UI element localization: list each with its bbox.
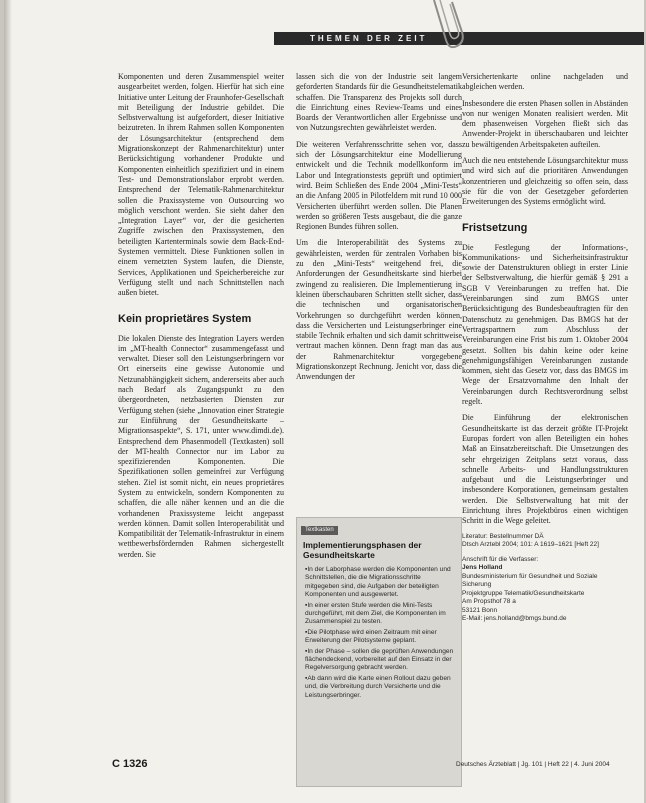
body-paragraph: Um die Interoperabilität des Systems zu gewährleisten, werden für zentralen Vorhaben bis zu den „Mini-Tests“ weitgehend frei, die Anforderungen der Gesundheitskarte sind hierbei zwingend zu realisieren. Die Implementierung in kleinen überschaubaren Schritten stellt sicher, dass die technischen und organisatorischen Vorkehrungen so durchgeführt werden können, dass die Versicherten und Leistungserbringer eine stabile Technik erhalten und sich damit schrittweise vertraut machen können. Denn fragt man das aus der Rahmenarchitektur vorgegebene Migrationskonzept Rechnung. Jenicht vor, dass die Anwendungen der	[296, 238, 462, 382]
body-paragraph: Die Festlegung der Informations-, Kommunikations- und Sicherheitsinfrastruktur sowie der Datenstrukturen obliegt in erster Linie der Selbstverwaltung, die hierfür gemäß § 291 a SGB V Vereinbarungen zu treffen hat. Die Vereinbarungen sind zum BMGS unter Berücksichtigung des Bundesbeauftragten für den Datenschutz zu genehmigen. Das BMGS hat der Vertragspartnern zum Abschluss der Vereinbarungen eine Frist bis zum 1. Oktober 2004 gesetzt. Sollten bis dahin keine oder keine genehmigungsfähigen Vereinbarungen zustande kommen, sieht das Gesetz vor, dass das BMGS im Wege der Ersatzvornahme den Inhalt der Vereinbarungen durch Rechtsverordnung selbst regelt.	[462, 242, 628, 407]
text-column-2	[296, 72, 462, 389]
address-label: Anschrift für die Verfasser:	[462, 555, 539, 563]
literature-citation: Dtsch Arztebl 2004; 101: A 1619–1621 [Heft 22]	[462, 541, 599, 549]
page-number: C 1326	[112, 758, 148, 770]
textbox-list	[297, 566, 461, 700]
list-item: ▪ Ab dann wird die Karte einen Rollout dazu geben und, die Verbreitung durch Versicherte und die Leistungserbringer.	[305, 675, 455, 700]
section-heading: Kein proprietäres System	[118, 312, 252, 325]
body-paragraph: Auch die neu entstehende Lösungsarchitektur muss und wird sich auf die prioritären Anwendungen konzentrieren und gleichzeitig so offen sein, dass sie für die von der Gesetzgeber geforderten Erweiterungen des Systems ermöglicht wird.	[462, 156, 628, 207]
paperclip-icon	[424, 0, 494, 55]
list-item: ▪ In einer ersten Stufe werden die Mini-Tests durchgeführt, mit dem Ziel, die Komponenten im Zusammenspiel zu testen.	[305, 602, 455, 627]
textbox-tag: Textkasten	[301, 526, 338, 535]
body-paragraph: Komponenten und deren Zusammenspiel weiter ausgearbeitet werden, folgen. Hierfür hat sich eine Initiative unter Leitung der Fraunhofer-Gesellschaft mit Beteiligung der Industrie gebildet. Die Selbstverwaltung ist aufgefordert, dieser Initiative beizutreten. In ihrem Rahmen sollen Komponenten der Lösungsarchitektur (entsprechend dem Migrationskonzept der Rahmenarchitektur) unter Berücksichtigung vorhandener Produkte und Komponenten einheitlich spezifiziert und in einem Test- und Demonstrationslabor erprobt werden. Entsprechend der Telematik-Rahmenarchitektur sollen die Praxissysteme von Outsourcing wo möglich verschont werden. Sie sieht daher den „Integration Layer“ vor, der die gesicherten Zugriffe zwischen den Praxissystemen, den beteiligten Kartenterminals sowie dem Back-End-Systemen vermittelt. Diese Funktionen sollen in einem vernetzten System laufen, die Dienste, Services, Applikationen und Speicherbereiche zur Verfügung stellt und nach Schnittstellen nach außen bietet.	[118, 72, 284, 298]
body-paragraph: Die lokalen Dienste des Integration Layers werden im „MT-health Connector“ zusammengefasst und verwaltet. Dieser soll den Leistungserbringern vor Ort einerseits eine gewisse Autonomie und Netzunabhängigkeit sichern, andererseits aber auch nach Bedarf als Zugangspunkt zu den übergeordneten, netzbasierten Diensten zur Verfügung stehen (siehe „Innovation einer Strategie zur Einführung der Gesundheitskarte – Migrationsaspekte“, S. 171, unter www.dimdi.de). Entsprechend dem Phasenmodell (Textkasten) soll der MT-health Connector nur im Labor zu spezifizierenden Komponenten. Die Spezifikationen sollen gemeinfrei zur Verfügung stehen. Ziel ist somit nicht, ein neues proprietäres System zu entwickeln, sondern Komponenten zu schaffen, die alle näher kennen und an die die vorhandenen Praxissysteme leicht angepasst werden können. Damit sollen Interoperabilität und Kompatibilität der Telematik-Infrastruktur in einem wettbewerbsfördernden Rahmen sichergestellt werden. Sie	[118, 333, 284, 559]
author-name: Jens Holland	[462, 564, 503, 572]
author-address	[462, 556, 628, 624]
body-paragraph: Insbesondere die ersten Phasen sollen in Abständen von nur wenigen Monaten realisiert werden. Mit dem phasenweisen Vorgehen fließt sich das Anwender-Projekt in überschaubaren und leichter zu bewältigenden Arbeitspaketen aufteilen.	[462, 98, 628, 149]
body-paragraph: lassen sich die von der Industrie seit langem geforderten Standards für die Gesundheitstelematik schaffen. Die Transparenz des Projekts soll durch die Einrichtung eines Review-Teams und eines Boards der Verantwortlichen aller Ergebnisse und von Nutzungsrechten gewährleistet werden.	[296, 72, 462, 133]
text-column-3	[462, 72, 628, 624]
address-line: Am Propsthof 78 a	[462, 598, 516, 606]
body-paragraph: Die weiteren Verfahrensschritte sehen vor, dass sich der Lösungsarchitektur eine Modellierung entwickelt und die Technik modellkonform im Labor und Integrationstests geprüft und optimiert wird. Beim Schließen des Ende 2004 „Mini-Tests“ an die Anfang 2005 in Pilotfeldern mit rund 10 000 Versicherten überführt werden sollen. Die Planen werden so größeren Tests ausgebaut, die die ganze Regionen Bundes führen sollen.	[296, 139, 462, 232]
text-column-1	[118, 72, 284, 566]
info-textbox	[296, 517, 462, 787]
address-line: 53121 Bonn	[462, 606, 498, 614]
list-item: ▪ Die Pilotphase wird einen Zeitraum mit einer Erweiterung der Pilotsysteme geplant.	[305, 629, 455, 646]
address-line: Bundesministerium für Gesundheit und Soziale Sicherung	[462, 572, 598, 589]
textbox-title: Implementierungsphasen der Gesundheitskarte	[303, 540, 422, 560]
list-item: ▪ In der Phase – sollen die geprüften Anwendungen flächendeckend, vorbereitet auf den Einsatz in der Regelversorgung gebracht werden.	[305, 648, 455, 673]
email-line: E-Mail: jens.holland@bmgs.bund.de	[462, 615, 567, 623]
literature-label: Literatur: Bestellnummer DÄ	[462, 532, 544, 540]
body-paragraph: Die Einführung der elektronischen Gesundheitskarte ist das derzeit größte IT-Projekt Europas fordert von allen Beteiligten ein hohes Maß an Einsatzbereitschaft. Die Umsetzungen des sehr ehrgeizigen Zeitplans setzt voraus, dass schnelle Arbeits- und Handlungsstrukturen aufgebaut und die Leistungserbringer und insbesondere Korporationen, gemeinsam gestalten werden. Die Selbstverwaltung hat mit der Einrichtung ihres Projektbüros einen wichtigen Schritt in die Wege geleitet.	[462, 413, 628, 526]
section-heading: Fristsetzung	[462, 221, 528, 234]
list-item: ▪ In der Laborphase werden die Komponenten und Schnittstellen, die die Migrationsschritte mitgegeben sind, die Aufgaben der beteiligten Komponenten und ausgewertet.	[305, 566, 455, 600]
address-line: Projektgruppe Telematik/Gesundheitskarte	[462, 589, 585, 597]
literature-note	[462, 533, 628, 550]
document-page	[4, 0, 644, 803]
body-paragraph: Versichertenkarte online nachgeladen und abgleichen werden.	[462, 72, 628, 92]
page-edge-shadow	[4, 0, 12, 803]
section-header-band: THEMEN DER ZEIT	[274, 32, 644, 45]
journal-citation: Deutsches Ärzteblatt | Jg. 101 | Heft 22 | 4. Juni 2004	[456, 761, 610, 768]
